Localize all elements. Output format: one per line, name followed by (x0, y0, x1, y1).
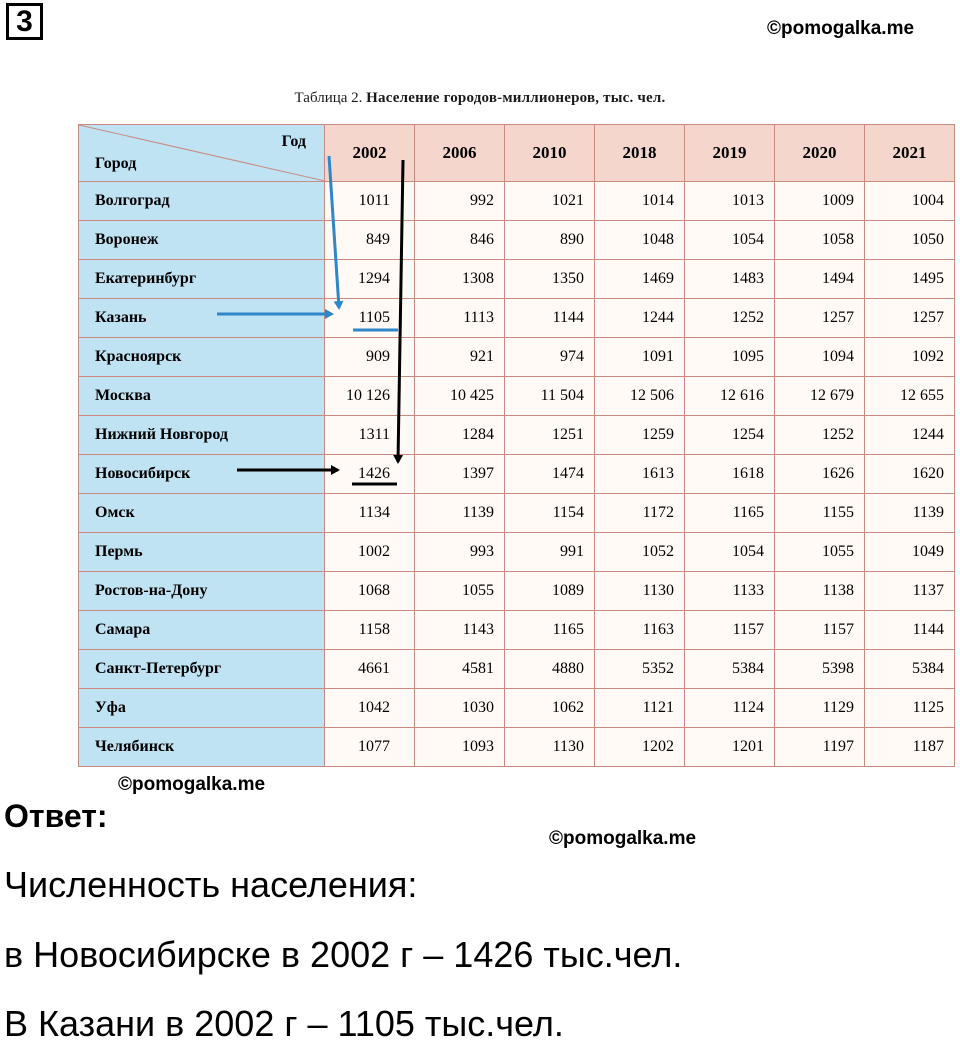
city-name-cell: Москва (79, 377, 325, 416)
population-value-cell: 1252 (775, 416, 865, 455)
watermark-low: ©pomogalka.me (549, 828, 697, 849)
answer-line-3: В Казани в 2002 г – 1105 тыс.чел. (4, 1003, 564, 1044)
population-value-cell: 1144 (865, 611, 955, 650)
table-row (79, 650, 955, 689)
population-value-cell: 1113 (415, 299, 505, 338)
population-value-cell: 1469 (595, 260, 685, 299)
population-value-cell: 1054 (685, 221, 775, 260)
population-value-cell: 991 (505, 533, 595, 572)
table-row (79, 377, 955, 416)
population-value-cell: 1002 (325, 533, 415, 572)
population-value-cell: 12 655 (865, 377, 955, 416)
population-value-cell: 1137 (865, 572, 955, 611)
population-value-cell: 1009 (775, 182, 865, 221)
population-value-cell: 1294 (325, 260, 415, 299)
population-value-cell: 4581 (415, 650, 505, 689)
population-value-cell: 5384 (685, 650, 775, 689)
population-value-cell: 10 126 (325, 377, 415, 416)
population-value-cell: 1130 (505, 728, 595, 767)
city-name-cell: Челябинск (79, 728, 325, 767)
population-value-cell: 1093 (415, 728, 505, 767)
population-value-cell: 974 (505, 338, 595, 377)
population-value-cell: 1013 (685, 182, 775, 221)
population-value-cell: 1626 (775, 455, 865, 494)
population-value-cell: 1089 (505, 572, 595, 611)
population-value-cell: 5352 (595, 650, 685, 689)
population-value-cell: 4661 (325, 650, 415, 689)
population-value-cell: 11 504 (505, 377, 595, 416)
population-value-cell: 1094 (775, 338, 865, 377)
population-value-cell: 10 425 (415, 377, 505, 416)
table-row (79, 572, 955, 611)
city-name-cell: Нижний Новгород (79, 416, 325, 455)
population-value-cell: 12 506 (595, 377, 685, 416)
population-value-cell: 1105 (325, 299, 415, 338)
year-header-2021: 2021 (865, 125, 955, 182)
population-value-cell: 1092 (865, 338, 955, 377)
population-value-cell: 1252 (685, 299, 775, 338)
year-header-2006: 2006 (415, 125, 505, 182)
population-value-cell: 1021 (505, 182, 595, 221)
table-row (79, 494, 955, 533)
population-table (78, 124, 955, 767)
table-corner-cell (79, 125, 325, 182)
population-value-cell: 12 616 (685, 377, 775, 416)
population-value-cell: 1068 (325, 572, 415, 611)
population-value-cell: 1004 (865, 182, 955, 221)
city-name-cell: Волгоград (79, 182, 325, 221)
answer-line-1: Численность населения: (4, 864, 418, 905)
table-row (79, 533, 955, 572)
watermark-mid: ©pomogalka.me (118, 774, 266, 795)
population-table-container (78, 124, 954, 766)
population-value-cell: 846 (415, 221, 505, 260)
year-header-2002: 2002 (325, 125, 415, 182)
population-value-cell: 1077 (325, 728, 415, 767)
city-name-cell: Самара (79, 611, 325, 650)
population-value-cell: 1284 (415, 416, 505, 455)
city-name-cell: Новосибирск (79, 455, 325, 494)
population-value-cell: 1172 (595, 494, 685, 533)
population-value-cell: 1091 (595, 338, 685, 377)
population-value-cell: 1474 (505, 455, 595, 494)
population-value-cell: 1165 (505, 611, 595, 650)
population-value-cell: 1155 (775, 494, 865, 533)
population-value-cell: 1483 (685, 260, 775, 299)
population-value-cell: 1494 (775, 260, 865, 299)
population-value-cell: 1129 (775, 689, 865, 728)
year-header-2010: 2010 (505, 125, 595, 182)
population-value-cell: 1202 (595, 728, 685, 767)
population-value-cell: 1397 (415, 455, 505, 494)
population-value-cell: 909 (325, 338, 415, 377)
population-value-cell: 1259 (595, 416, 685, 455)
population-value-cell: 1058 (775, 221, 865, 260)
population-value-cell: 1054 (685, 533, 775, 572)
table-body (79, 182, 955, 767)
table-row (79, 182, 955, 221)
city-name-cell: Пермь (79, 533, 325, 572)
population-value-cell: 1139 (865, 494, 955, 533)
population-value-cell: 1495 (865, 260, 955, 299)
population-value-cell: 1158 (325, 611, 415, 650)
table-row (79, 416, 955, 455)
population-value-cell: 1308 (415, 260, 505, 299)
population-value-cell: 1165 (685, 494, 775, 533)
population-value-cell: 1154 (505, 494, 595, 533)
population-value-cell: 1055 (415, 572, 505, 611)
population-value-cell: 1125 (865, 689, 955, 728)
population-value-cell: 1618 (685, 455, 775, 494)
table-row (79, 260, 955, 299)
population-value-cell: 1011 (325, 182, 415, 221)
population-value-cell: 1130 (595, 572, 685, 611)
population-value-cell: 1613 (595, 455, 685, 494)
population-value-cell: 1244 (595, 299, 685, 338)
population-value-cell: 1048 (595, 221, 685, 260)
population-value-cell: 1095 (685, 338, 775, 377)
population-value-cell: 1311 (325, 416, 415, 455)
population-value-cell: 4880 (505, 650, 595, 689)
population-value-cell: 890 (505, 221, 595, 260)
city-name-cell: Красноярск (79, 338, 325, 377)
table-caption (80, 90, 880, 107)
population-value-cell: 12 679 (775, 377, 865, 416)
population-value-cell: 1050 (865, 221, 955, 260)
population-value-cell: 1139 (415, 494, 505, 533)
population-value-cell: 5384 (865, 650, 955, 689)
population-value-cell: 1257 (865, 299, 955, 338)
city-name-cell: Казань (79, 299, 325, 338)
corner-city-label: Город (95, 155, 137, 172)
population-value-cell: 1124 (685, 689, 775, 728)
table-header-row (79, 125, 955, 182)
population-value-cell: 1157 (775, 611, 865, 650)
city-name-cell: Ростов-на-Дону (79, 572, 325, 611)
population-value-cell: 1197 (775, 728, 865, 767)
table-row (79, 728, 955, 767)
city-name-cell: Воронеж (79, 221, 325, 260)
table-row (79, 611, 955, 650)
population-value-cell: 1620 (865, 455, 955, 494)
watermark-top: ©pomogalka.me (767, 18, 915, 39)
population-value-cell: 1055 (775, 533, 865, 572)
table-row (79, 455, 955, 494)
population-value-cell: 993 (415, 533, 505, 572)
city-name-cell: Санкт-Петербург (79, 650, 325, 689)
population-value-cell: 1042 (325, 689, 415, 728)
population-value-cell: 1426 (325, 455, 415, 494)
population-value-cell: 1052 (595, 533, 685, 572)
population-value-cell: 1014 (595, 182, 685, 221)
population-value-cell: 1121 (595, 689, 685, 728)
table-row (79, 221, 955, 260)
population-value-cell: 1201 (685, 728, 775, 767)
city-name-cell: Омск (79, 494, 325, 533)
city-name-cell: Екатеринбург (79, 260, 325, 299)
population-value-cell: 1049 (865, 533, 955, 572)
population-value-cell: 992 (415, 182, 505, 221)
population-value-cell: 1062 (505, 689, 595, 728)
population-value-cell: 1244 (865, 416, 955, 455)
population-value-cell: 1251 (505, 416, 595, 455)
population-value-cell: 1138 (775, 572, 865, 611)
year-header-2020: 2020 (775, 125, 865, 182)
answer-line-2: в Новосибирске в 2002 г – 1426 тыс.чел. (4, 934, 683, 975)
population-value-cell: 1257 (775, 299, 865, 338)
population-value-cell: 1254 (685, 416, 775, 455)
population-value-cell: 1163 (595, 611, 685, 650)
population-value-cell: 1157 (685, 611, 775, 650)
population-value-cell: 1143 (415, 611, 505, 650)
table-row (79, 689, 955, 728)
population-value-cell: 1187 (865, 728, 955, 767)
caption-prefix: Таблица 2. (294, 90, 363, 106)
table-row (79, 338, 955, 377)
table-row (79, 299, 955, 338)
year-header-2018: 2018 (595, 125, 685, 182)
answer-title: Ответ: (4, 798, 108, 834)
caption-title: Население городов-миллионеров, тыс. чел. (366, 90, 666, 106)
city-name-cell: Уфа (79, 689, 325, 728)
year-header-2019: 2019 (685, 125, 775, 182)
population-value-cell: 1030 (415, 689, 505, 728)
population-value-cell: 921 (415, 338, 505, 377)
population-value-cell: 1133 (685, 572, 775, 611)
population-value-cell: 1134 (325, 494, 415, 533)
population-value-cell: 849 (325, 221, 415, 260)
population-value-cell: 5398 (775, 650, 865, 689)
population-value-cell: 1350 (505, 260, 595, 299)
task-number-box: 3 (6, 3, 43, 40)
population-value-cell: 1144 (505, 299, 595, 338)
corner-year-label: Год (281, 133, 306, 150)
